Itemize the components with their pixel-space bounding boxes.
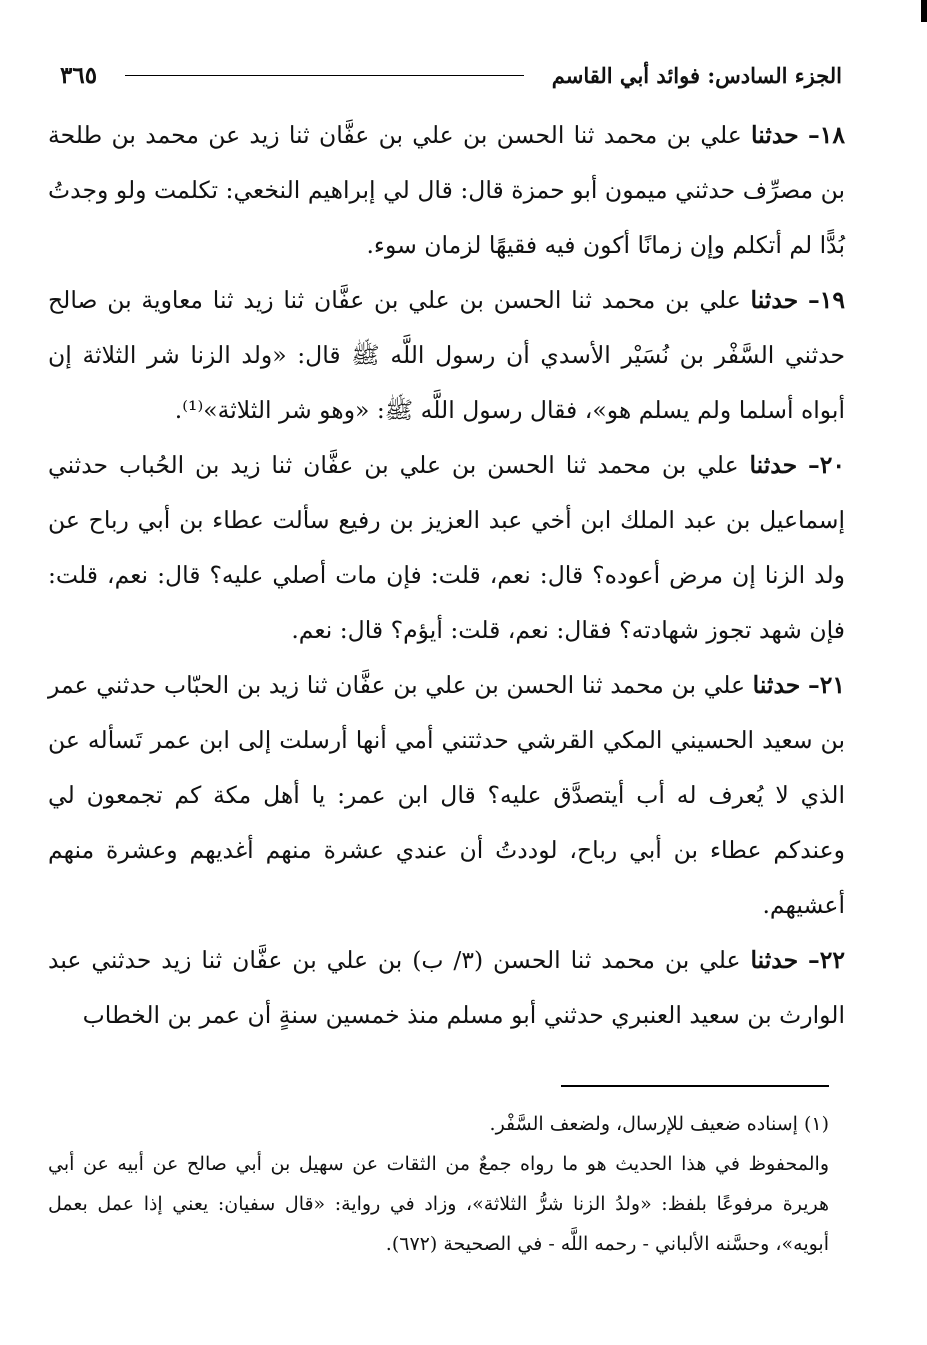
footnote-separator	[561, 1085, 829, 1087]
hadith-lead-word: حدثنا	[751, 121, 799, 149]
hadith-21	[48, 658, 845, 933]
hadith-lead-word: حدثنا	[752, 671, 801, 699]
hadith-number: ١٨–	[807, 121, 845, 149]
hadith-text: علي بن محمد ثنا الحسن بن علي بن عفَّان ثنا زيد عن محمد بن طلحة بن مصرِّف حدثني ميمون أبو حمزة قال: قال لي إبراهيم النخعي: تكلمت ولو وجدتُ بُدًّا لم أتكلم وإن زمانًا أكون فيه فقيهًا لزمان سوء.	[48, 121, 845, 259]
page-edge-mark	[921, 0, 927, 22]
hadith-number: ٢٠–	[808, 451, 845, 479]
page-number: ٣٦٥	[60, 61, 98, 89]
footnote-1-continuation: والمحفوظ في هذا الحديث هو ما رواه جمعٌ من الثقات عن سهيل بن أبي صالح عن أبيه عن أبي هريرة مرفوعًا بلفظ: «ولدُ الزنا شرُّ الثلاثة»، وزاد في رواية: «قال سفيان: يعني إذا عمل بعمل أبويه»، وحسَّنه الألباني - رحمه اللَّه - في الصحيحة (٦٧٢).	[48, 1153, 829, 1255]
hadith-number: ٢١–	[807, 671, 845, 699]
hadith-20	[48, 438, 845, 658]
hadith-text: علي بن محمد ثنا الحسن (٣/ ب) بن علي بن عفَّان ثنا زيد حدثني عبد الوارث بن سعيد العنبري حدثني أبو مسلم منذ خمسين سنةٍ أن عمر بن الخطاب	[48, 946, 845, 1029]
hadith-19	[48, 273, 845, 438]
hadith-lead-word: حدثنا	[750, 946, 799, 974]
header-rule	[125, 75, 524, 76]
hadith-text: علي بن محمد ثنا الحسن بن علي بن عفَّان ثنا زيد بن الحُباب حدثني إسماعيل بن عبد الملك ابن أخي عبد العزيز بن رفيع سألت عطاء بن أبي رباح عن ولد الزنا إن مرض أعوده؟ قال: نعم، قلت: فإن مات أصلي عليه؟ قال: نعم، قلت: فإن شهد تجوز شهادته؟ فقال: نعم، قلت: أيؤم؟ قال: نعم.	[48, 451, 845, 644]
hadith-lead-word: حدثنا	[749, 451, 798, 479]
footnote-1: (١) إسناده ضعيف للإرسال، ولضعف السَّفْر.	[489, 1113, 829, 1135]
hadith-text: علي بن محمد ثنا الحسن بن علي بن عفَّان ثنا زيد بن الحبّاب حدثني عمر بن سعيد الحسيني المكي القرشي حدثتني أمي أنها أرسلت إلى ابن عمر تَسأله عن الذي لا يُعرف له أب أيتصدَّق عليه؟ قال ابن عمر: يا أهل مكة كم تجمعون لي وعندكم عطاء بن أبي رباح، لوددتُ أن عندي عشرة منهم أغديهم وعشرة منهم أعشيهم.	[48, 671, 845, 919]
hadith-text: علي بن محمد ثنا الحسن بن علي بن عفَّان ثنا زيد ثنا معاوية بن صالح حدثني السَّفْر بن نُسَيْر الأسدي أن رسول اللَّه ﷺ قال: «ولد الزنا شر الثلاثة إن أبواه أسلما ولم يسلم هو»، فقال رسول اللَّه ﷺ: «وهو شر الثلاثة»⁽¹⁾.	[48, 286, 845, 424]
hadith-lead-word: حدثنا	[750, 286, 799, 314]
page-header	[60, 55, 842, 95]
running-title: الجزء السادس: فوائد أبي القاسم	[551, 62, 842, 88]
hadith-22	[48, 933, 845, 1043]
footnotes	[48, 1104, 829, 1264]
hadith-18	[48, 108, 845, 273]
hadith-number: ١٩–	[807, 286, 845, 314]
hadith-number: ٢٢–	[807, 946, 845, 974]
main-text	[48, 108, 845, 1043]
